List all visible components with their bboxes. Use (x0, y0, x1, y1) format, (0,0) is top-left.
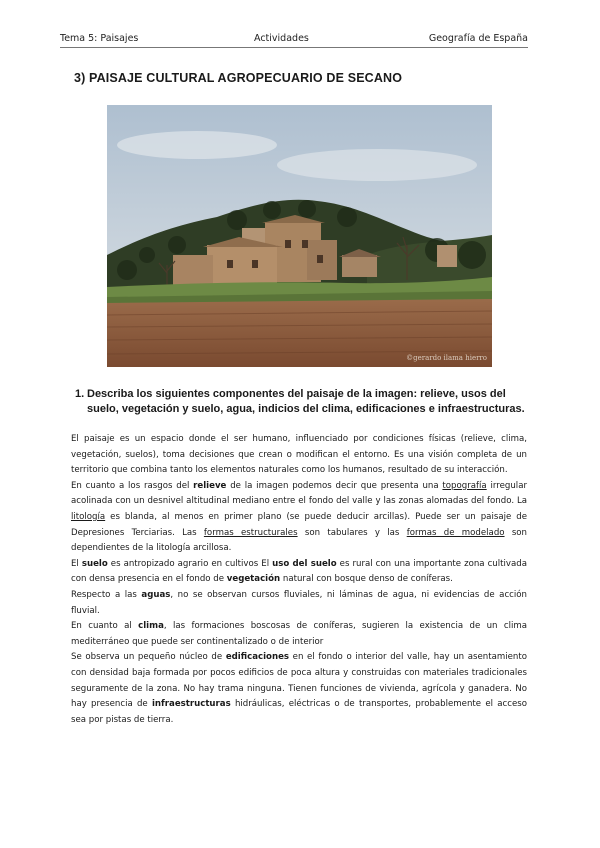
underlined-term: litología (71, 511, 106, 522)
header-topic: Tema 5: Paisajes (60, 33, 139, 44)
section-title: 3) PAISAJE CULTURAL AGROPECUARIO DE SECANO (74, 71, 403, 85)
answer-paragraph (71, 479, 527, 557)
bold-term: aguas (141, 589, 171, 600)
question-number: 1. (75, 388, 85, 400)
question-1 (75, 387, 530, 417)
answer-paragraph (71, 619, 527, 650)
answer-paragraph (71, 588, 527, 619)
paragraph-text: hidráulicas, eléctricas o de transportes, probablemente el acceso sea por pistas de tierra. (71, 699, 527, 725)
paragraph-text: Respecto a las (71, 589, 142, 600)
answer-paragraph (71, 432, 527, 479)
answer-paragraph (71, 650, 527, 728)
photo-watermark: ©gerardo ilama hierro (406, 354, 487, 362)
paragraph-text: es antropizado agrario en cultivos El (107, 558, 273, 569)
landscape-photo (107, 105, 492, 367)
bold-term: vegetación (226, 574, 281, 585)
header-divider (60, 47, 528, 48)
paragraph-text: son tabulares y las (297, 527, 407, 538)
underlined-term: formas de modelado (406, 527, 505, 538)
question-text: Describa los siguientes componentes del paisaje de la imagen: relieve, usos del suelo, vegetación y suelo, agua, indicios del clima, edificaciones e infraestructuras. (87, 388, 525, 415)
bold-term: clima (138, 621, 164, 632)
bold-term: edificaciones (225, 652, 290, 663)
paragraph-text: Se observa un pequeño núcleo de (71, 652, 226, 663)
paragraph-text: son dependientes de la litología arcillosa. (71, 527, 527, 554)
paragraph-text: En cuanto a los rasgos del (71, 480, 194, 491)
bold-term: uso del suelo (272, 558, 337, 569)
answer-paragraph (71, 557, 527, 588)
underlined-term: formas estructurales (203, 527, 298, 538)
paragraph-text: en el fondo o interior del valle, hay un asentamiento con densidad baja formada por pocos edificios de poca altura y construidas con materiales tradicionales seguramente de la zona. No hay trama ninguna. Tienen funciones de vivienda, agrícola y ganadera. No hay presencia de (71, 652, 527, 710)
paragraph-text: En cuanto al (71, 621, 139, 632)
header-subject: Geografía de España (428, 33, 528, 44)
paragraph-text: , no se observan cursos fluviales, ni láminas de agua, ni evidencias de acción fluvial. (71, 589, 527, 616)
paragraph-text: El paisaje es un espacio donde el ser humano, influenciado por condiciones físicas (relieve, clima, vegetación, suelos), toma decisiones que crean o modifican el entorno. Es una visión completa de un territorio que combina tanto los elementos naturales como los humanos, resultado de su interacción. (71, 434, 527, 476)
paragraph-text: natural con bosque denso de coníferas. (280, 574, 453, 585)
bold-term: suelo (81, 558, 108, 569)
paragraph-text: , las formaciones boscosas de coníferas, sugieren la existencia de un clima mediterráneo que puede ser continentalizado o de interior (71, 621, 527, 647)
paragraph-text: El (71, 558, 82, 569)
header-section: Actividades (254, 33, 309, 44)
answer-body (71, 432, 527, 728)
paragraph-text: es blanda, al menos en primer plano (se puede deducir arcillas). Puede ser un paisaje de Depresiones Terciarias. Las (71, 511, 527, 538)
bold-term: infraestructuras (151, 699, 231, 710)
bold-term: relieve (193, 480, 227, 491)
paragraph-text: es rural con una importante zona cultivada con densa presencia en el fondo de (71, 558, 527, 585)
underlined-term: topografía (442, 480, 487, 491)
paragraph-text: de la imagen podemos decir que presenta una (226, 480, 443, 491)
paragraph-text: irregular acolinada con un desnivel altitudinal mediano entre el fondo del valle y las zonas alomadas del fondo. La (71, 480, 527, 507)
